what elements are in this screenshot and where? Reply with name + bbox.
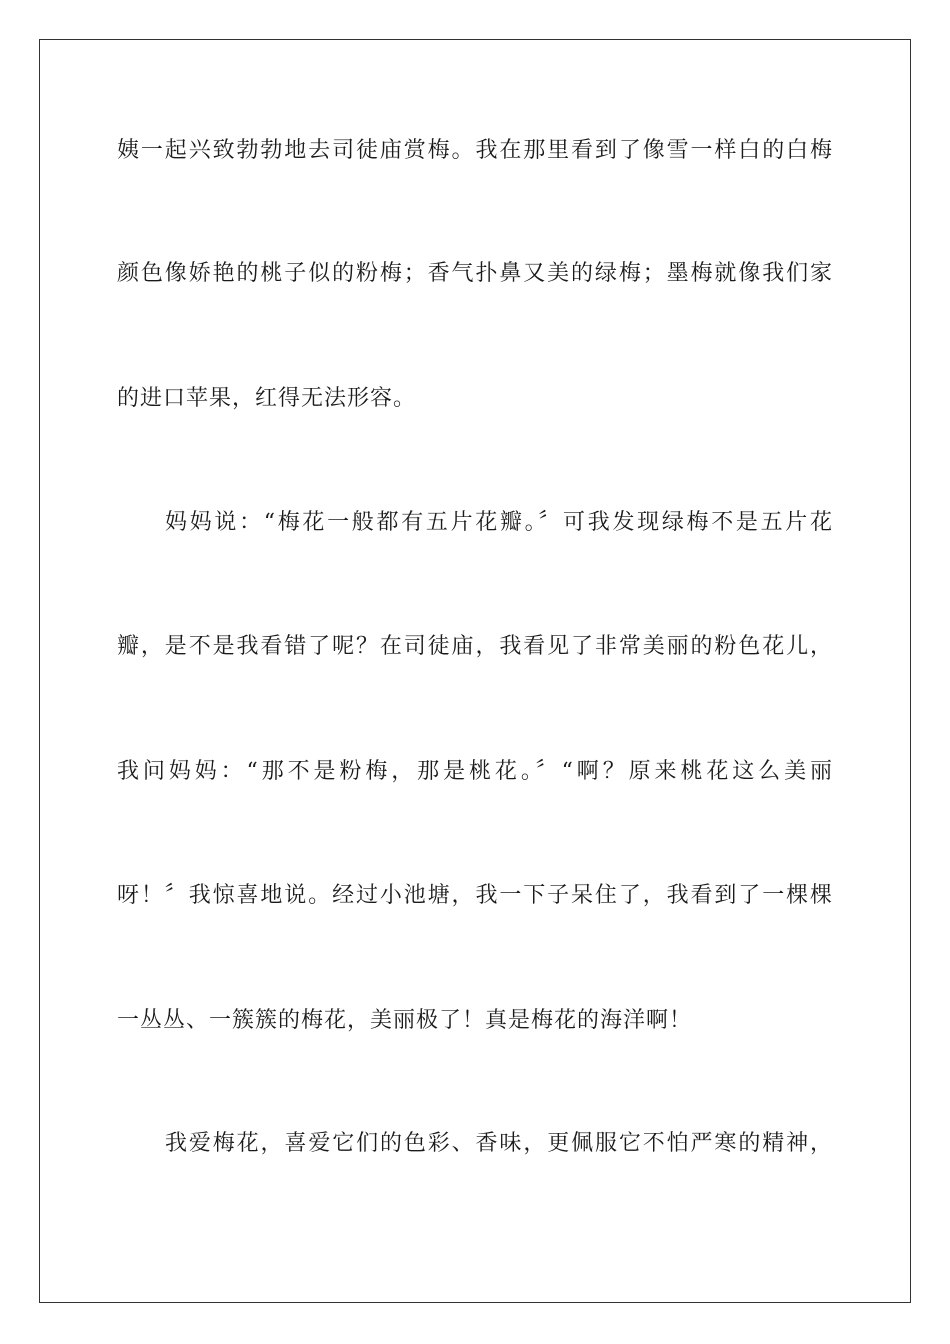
- page-frame: [39, 39, 911, 1303]
- text-line-2: 颜色像娇艳的桃子似的粉梅；香气扑鼻又美的绿梅；墨梅就像我们家: [117, 261, 833, 286]
- text-line-5: 瓣，是不是我看错了呢？在司徒庙，我看见了非常美丽的粉色花儿，: [117, 634, 833, 659]
- text-line-1: 姨一起兴致勃勃地去司徒庙赏梅。我在那里看到了像雪一样白的白梅: [117, 138, 833, 163]
- text-line-8: 一丛丛、一簇簇的梅花，美丽极了！真是梅花的海洋啊！: [117, 1008, 693, 1033]
- text-line-7: 呀！〞我惊喜地说。经过小池塘，我一下子呆住了，我看到了一棵棵: [117, 883, 833, 908]
- text-line-4: 妈妈说：“梅花一般都有五片花瓣。〞可我发现绿梅不是五片花: [165, 510, 833, 535]
- text-line-3: 的进口苹果，红得无法形容。: [117, 386, 417, 411]
- text-line-6: 我问妈妈：“那不是粉梅，那是桃花。〞“啊？原来桃花这么美丽: [117, 759, 833, 784]
- text-line-9: 我爱梅花，喜爱它们的色彩、香味，更佩服它不怕严寒的精神，: [165, 1131, 833, 1156]
